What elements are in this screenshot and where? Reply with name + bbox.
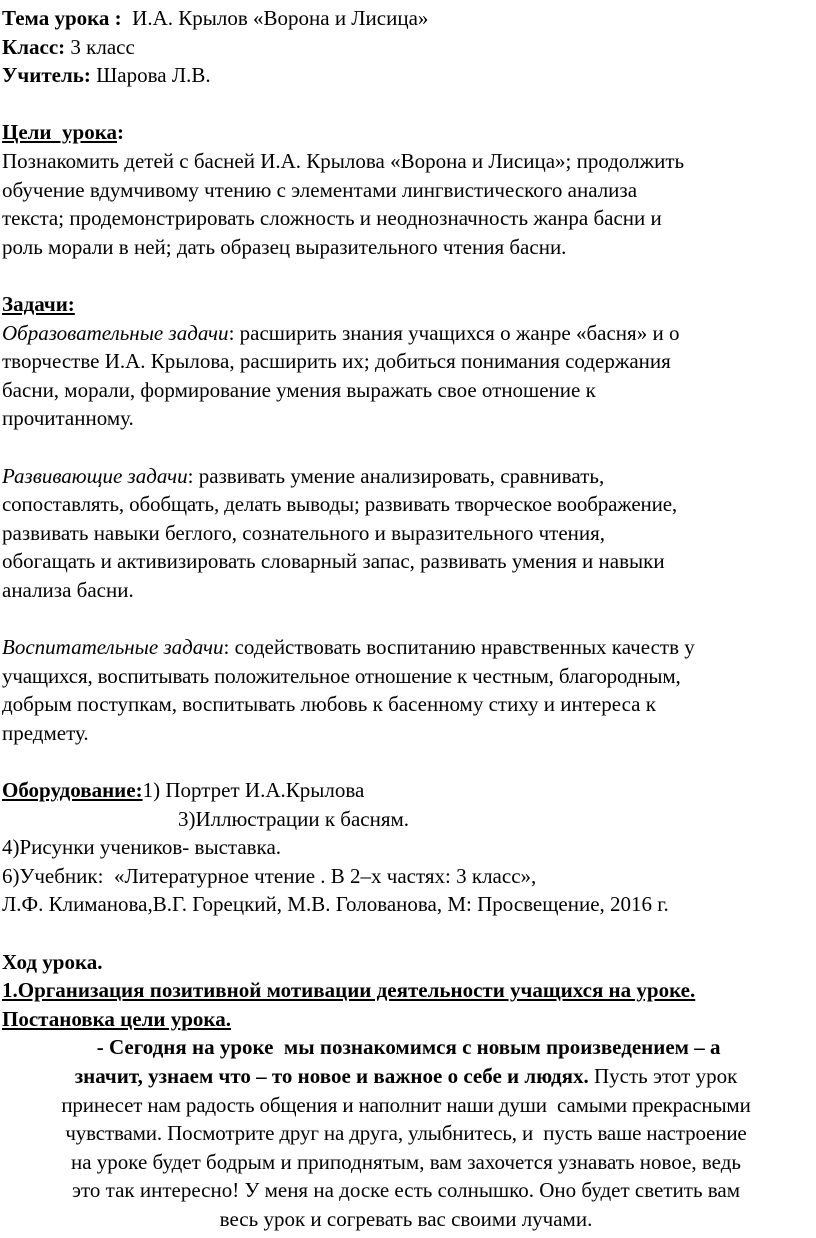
step1-line <box>2 976 810 1005</box>
intro-line: на уроке будет бодрым и приподнятым, вам захочется узнавать новое, ведь <box>70 1149 741 1174</box>
developing-tasks-line: обогащать и активизировать словарный запас, развивать умения и навыки <box>2 549 665 574</box>
tasks-heading-line <box>2 290 810 319</box>
equipment-item-6: 6)Учебник: «Литературное чтение . В 2–х частях: 3 класс», <box>2 863 537 888</box>
class-value: 3 класс <box>70 34 135 59</box>
step1-subtitle: Постановка цели урока. <box>2 1006 231 1031</box>
equipment-item-4: 4)Рисунки учеников- выставка. <box>2 835 282 860</box>
intro-line <box>2 1062 810 1091</box>
developing-tasks-label: Развивающие задачи <box>2 463 188 488</box>
upbringing-tasks-line: добрым поступкам, воспитывать любовь к басенному стиху и интереса к <box>2 692 656 717</box>
equipment-item-6-authors: Л.Ф. Климанова,В.Г. Горецкий, М.В. Голованова, М: Просвещение, 2016 г. <box>2 892 669 917</box>
goals-line: Познакомить детей с басней И.А. Крылова «Ворона и Лисица»; продолжить <box>2 148 685 173</box>
equipment-line <box>2 776 810 805</box>
developing-tasks-text: : развивать умение анализировать, сравнивать, <box>187 463 605 488</box>
developing-tasks-line: развивать навыки беглого, сознательного и выразительного чтения, <box>2 520 606 545</box>
upbringing-tasks-line: учащихся, воспитывать положительное отношение к честным, благородным, <box>2 663 681 688</box>
upbringing-tasks-text: : содействовать воспитанию нравственных качеств у <box>223 635 695 660</box>
goals-heading-line <box>2 118 810 147</box>
intro-line: весь урок и согревать вас своими лучами. <box>219 1206 593 1231</box>
goals-line: роль морали в ней; дать образец выразительного чтения басни. <box>2 234 567 259</box>
class-label: Класс: <box>2 34 66 59</box>
tasks-heading: Задачи: <box>2 291 75 316</box>
lesson-heading-line <box>2 948 810 977</box>
equipment-heading: Оборудование: <box>2 778 143 803</box>
educational-tasks-label: Образовательные задачи <box>2 320 229 345</box>
equipment-item-1: 1) Портрет И.А.Крылова <box>142 778 365 803</box>
developing-tasks-line: сопоставлять, обобщать, делать выводы; развивать творческое воображение, <box>2 492 677 517</box>
goals-line: текста; продемонстрировать сложность и неоднозначность жанра басни и <box>2 206 662 231</box>
teacher-value: Шарова Л.В. <box>96 63 211 88</box>
goals-heading-colon: : <box>117 120 124 145</box>
intro-text: Пусть этот урок <box>588 1063 738 1088</box>
topic-value: И.А. Крылов «Ворона и Лисица» <box>132 6 429 30</box>
teacher-label: Учитель: <box>2 63 91 88</box>
intro-bold-text: - Сегодня на уроке мы познакомимся с новым произведением – а <box>91 1035 721 1060</box>
goals-heading: Цели урока <box>2 120 117 145</box>
topic-label: Тема урока : <box>2 6 122 30</box>
goals-line: обучение вдумчивому чтению с элементами лингвистического анализа <box>2 177 638 202</box>
teacher-line <box>2 61 810 90</box>
step1-subtitle-line <box>2 1005 810 1034</box>
intro-line: чувствами. Посмотрите друг на друга, улыбнитесь, и пусть ваше настроение <box>65 1121 747 1146</box>
topic-line <box>2 4 810 33</box>
upbringing-tasks-line: предмету. <box>2 720 89 745</box>
intro-line: принесет нам радость общения и наполнит наши души самыми прекрасными <box>61 1092 751 1117</box>
intro-line: это так интересно! У меня на доске есть солнышко. Оно будет светить вам <box>71 1178 741 1203</box>
educational-tasks-line: басни, морали, формирование умения выражать свое отношение к <box>2 377 596 402</box>
educational-tasks-text: : расширить знания учащихся о жанре «басня» и о <box>228 320 680 345</box>
educational-tasks-line: прочитанному. <box>2 406 134 431</box>
upbringing-tasks-line <box>2 633 810 662</box>
developing-tasks-line: анализа басни. <box>2 577 134 602</box>
educational-tasks-line: творчестве И.А. Крылова, расширить их; добиться понимания содержания <box>2 349 671 374</box>
upbringing-tasks-label: Воспитательные задачи <box>2 635 224 660</box>
educational-tasks-line <box>2 319 810 348</box>
intro-line <box>2 1033 810 1062</box>
developing-tasks-line <box>2 462 810 491</box>
equipment-item-3: 3)Иллюстрации к басням. <box>178 806 410 831</box>
class-line <box>2 33 810 62</box>
intro-bold-text: значит, узнаем что – то новое и важное о себе и людях. <box>74 1063 589 1088</box>
lesson-heading: Ход урока. <box>2 949 103 974</box>
step1-title: 1.Организация позитивной мотивации деятельности учащихся на уроке. <box>2 978 696 1003</box>
